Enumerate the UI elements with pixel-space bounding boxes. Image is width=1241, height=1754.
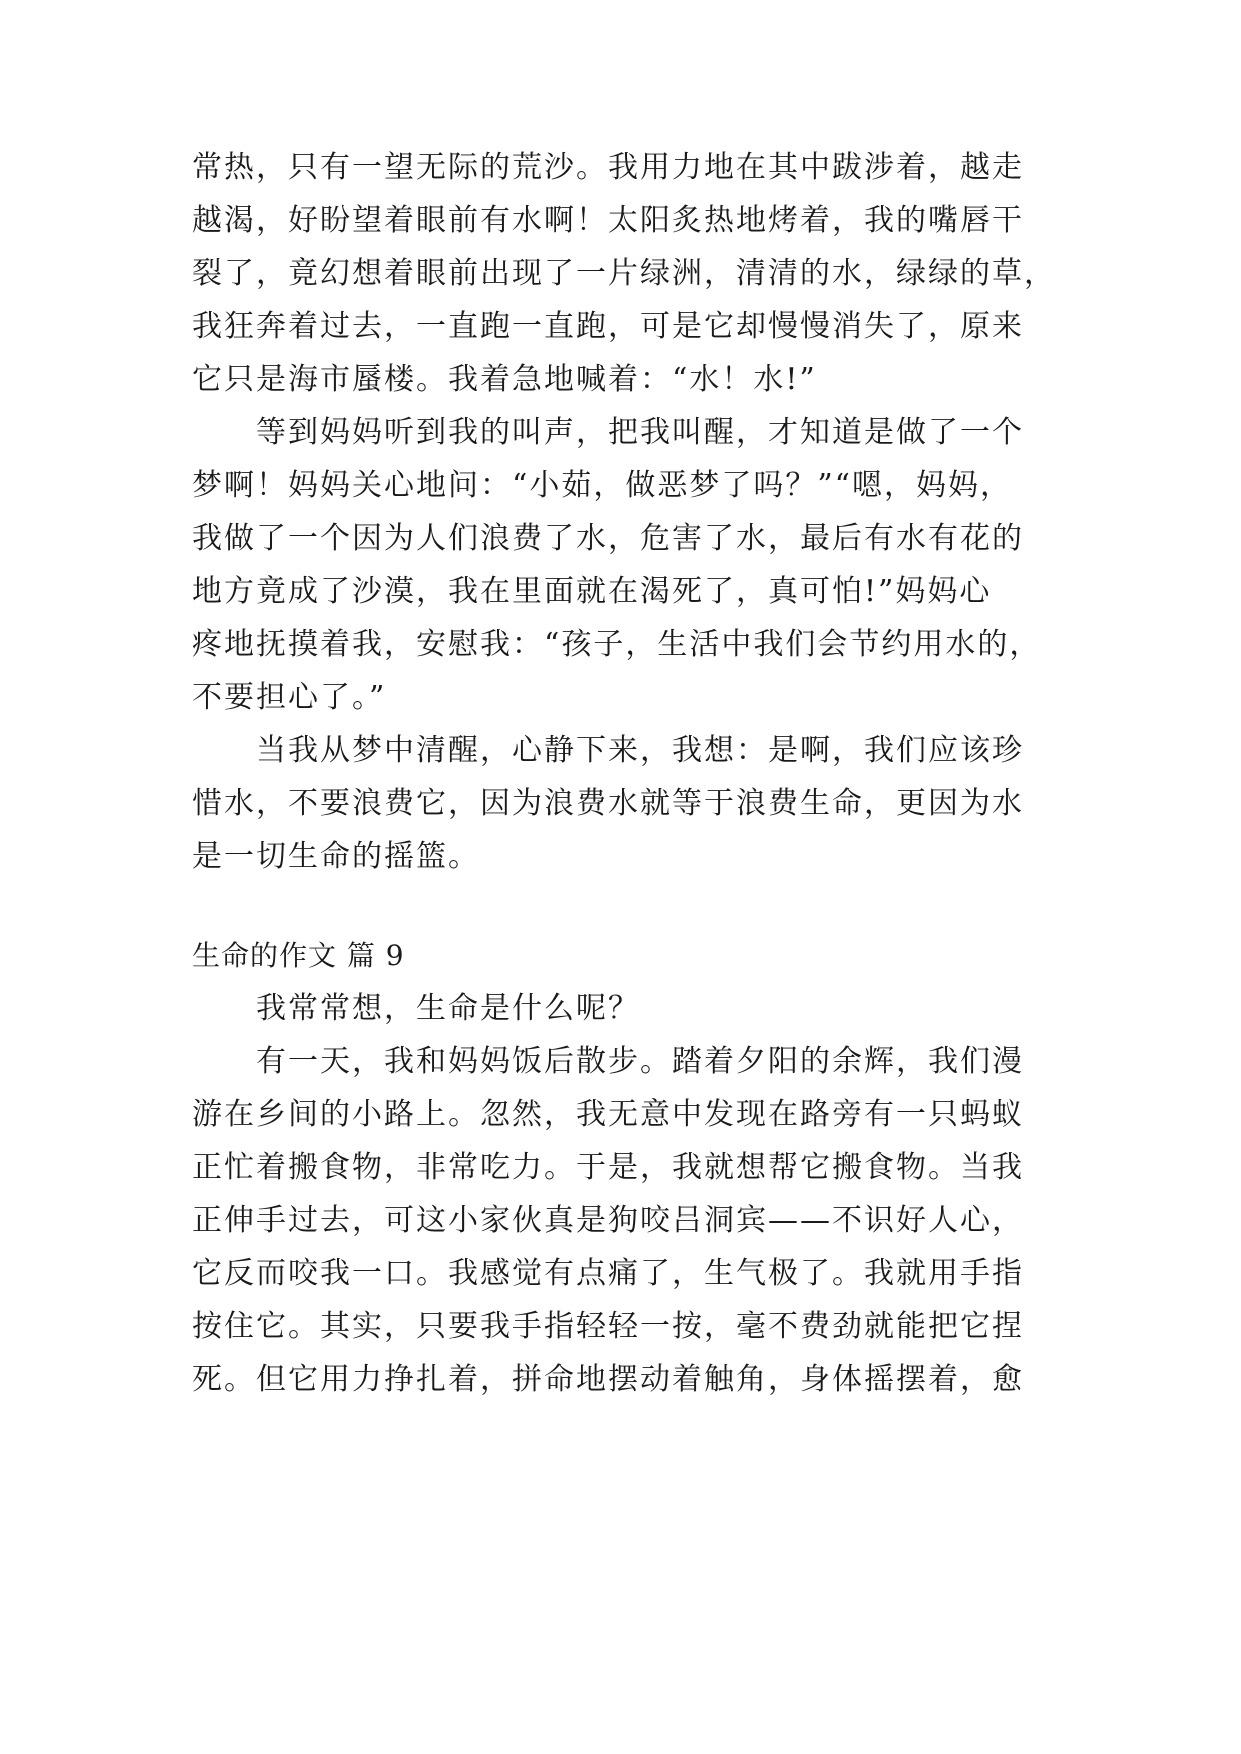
text-line: 常热，只有一望无际的荒沙。我用力地在其中跋涉着，越走	[192, 150, 1024, 185]
text-line: 我狂奔着过去，一直跑一直跑，可是它却慢慢消失了，原来	[192, 309, 1024, 344]
text-line: 惜水，不要浪费它，因为浪费水就等于浪费生命，更因为水	[192, 786, 1024, 821]
text-line: 越渴，好盼望着眼前有水啊！太阳炙热地烤着，我的嘴唇干	[192, 203, 1024, 238]
text-line: 有一天，我和妈妈饭后散步。踏着夕阳的余辉，我们漫	[256, 1044, 1024, 1079]
text-line: 它反而咬我一口。我感觉有点痛了，生气极了。我就用手指	[192, 1256, 1024, 1291]
text-line: 梦啊！妈妈关心地问：“小茹，做恶梦了吗？”“嗯，妈妈，	[192, 468, 1013, 503]
text-line: 我做了一个因为人们浪费了水，危害了水，最后有水有花的	[192, 521, 1024, 556]
text-line: 它只是海市蜃楼。我着急地喊着：“水！水!”	[192, 362, 817, 397]
text-line: 按住它。其实，只要我手指轻轻一按，毫不费劲就能把它捏	[192, 1309, 1024, 1344]
text-line: 不要担心了。”	[192, 680, 387, 715]
text-line: 死。但它用力挣扎着，拼命地摆动着触角，身体摇摆着，愈	[192, 1362, 1024, 1397]
section-heading: 生命的作文 篇 9	[192, 939, 405, 972]
text-line: 裂了，竟幻想着眼前出现了一片绿洲，清清的水，绿绿的草，	[192, 256, 1056, 291]
text-line: 正伸手过去，可这小家伙真是狗咬吕洞宾——不识好人心，	[192, 1203, 1024, 1238]
text-line: 正忙着搬食物，非常吃力。于是，我就想帮它搬食物。当我	[192, 1150, 1024, 1185]
text-line: 是一切生命的摇篮。	[192, 839, 480, 874]
text-line: 等到妈妈听到我的叫声，把我叫醒，才知道是做了一个	[256, 415, 1024, 450]
text-line: 我常常想，生命是什么呢？	[256, 991, 640, 1026]
text-line: 疼地抚摸着我，安慰我：“孩子，生活中我们会节约用水的，	[192, 627, 1042, 662]
text-line: 地方竟成了沙漠，我在里面就在渴死了，真可怕!”妈妈心	[192, 574, 992, 609]
text-line: 当我从梦中清醒，心静下来，我想：是啊，我们应该珍	[256, 733, 1024, 768]
text-line: 游在乡间的小路上。忽然，我无意中发现在路旁有一只蚂蚁	[192, 1097, 1024, 1132]
